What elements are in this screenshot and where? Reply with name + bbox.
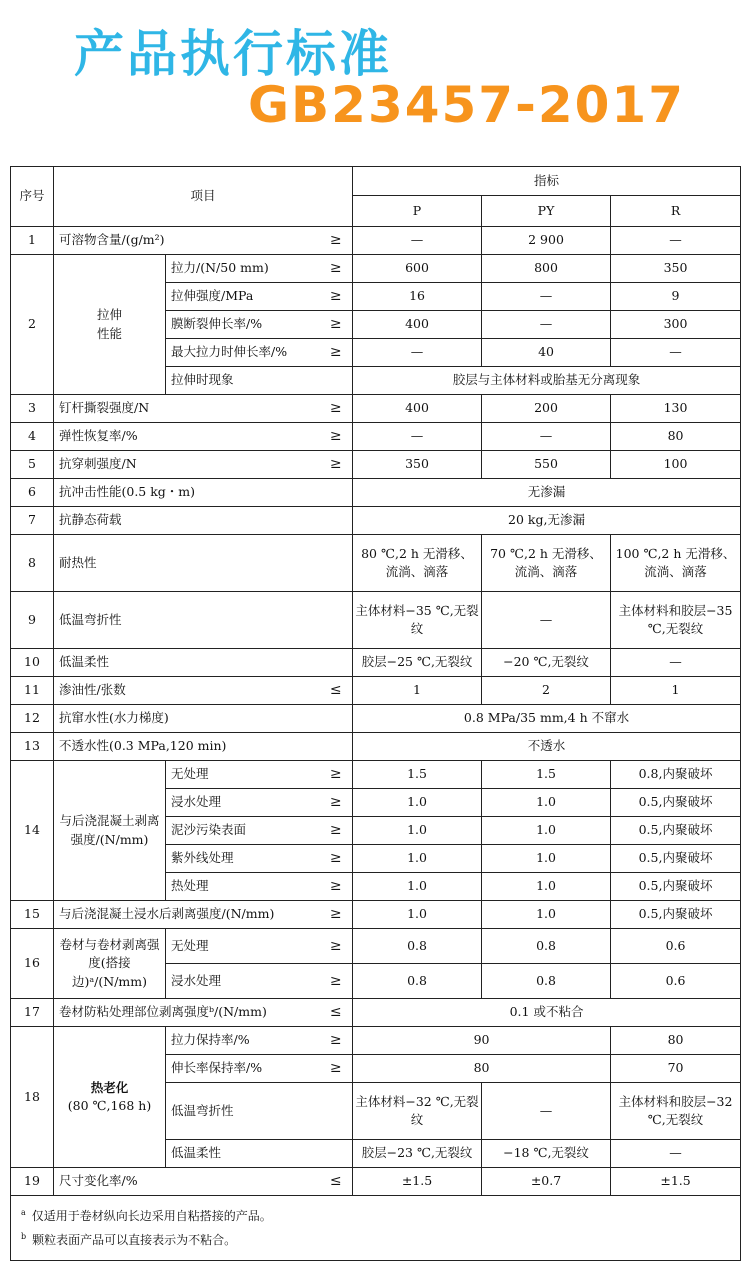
cell-r: 0.6 <box>611 964 741 999</box>
footnote-text: 颗粒表面产品可以直接表示为不粘合。 <box>32 1233 237 1247</box>
symbol-ge: ≥ <box>320 789 353 817</box>
cell-r: 70 <box>611 1055 741 1083</box>
row-item: 无处理 <box>166 929 320 964</box>
cell-py: 800 <box>482 255 611 283</box>
table-row <box>11 733 741 761</box>
row-item: 与后浇混凝土浸水后剥离强度/(N/mm) <box>54 901 320 929</box>
row-item: 低温柔性 <box>166 1140 353 1168</box>
table-row <box>11 677 741 705</box>
cell-merged: 20 kg,无渗漏 <box>353 507 741 535</box>
footnote-mark: b <box>21 1232 27 1241</box>
row-item: 可溶物含量/(g/m²) <box>54 227 320 255</box>
row-item: 渗油性/张数 <box>54 677 320 705</box>
cell-p: 主体材料−35 ℃,无裂纹 <box>353 592 482 649</box>
cell-py: ±0.7 <box>482 1168 611 1196</box>
cell-p: 80 ℃,2 h 无滑移、流淌、滴落 <box>353 535 482 592</box>
row-item: 拉力保持率/% <box>166 1027 320 1055</box>
cell-py: 0.8 <box>482 964 611 999</box>
cell-r: — <box>611 1140 741 1168</box>
header-index: 指标 <box>353 167 741 196</box>
symbol-le: ≤ <box>320 1168 353 1196</box>
standard-table <box>10 166 741 1261</box>
row-group: 与后浇混凝土剥离强度/(N/mm) <box>54 761 166 901</box>
cell-r: 0.5,内聚破坏 <box>611 845 741 873</box>
row-item: 耐热性 <box>54 535 353 592</box>
cell-py: 1.5 <box>482 761 611 789</box>
row-number: 4 <box>11 423 54 451</box>
row-number: 1 <box>11 227 54 255</box>
standard-number: GB23457-2017 <box>248 76 686 134</box>
cell-py: — <box>482 283 611 311</box>
cell-r: 1 <box>611 677 741 705</box>
symbol-ge: ≥ <box>320 845 353 873</box>
row-item: 拉伸强度/MPa <box>166 283 320 311</box>
cell-py: −20 ℃,无裂纹 <box>482 649 611 677</box>
symbol-ge: ≥ <box>320 929 353 964</box>
header-p: P <box>353 196 482 227</box>
cell-r: 0.5,内聚破坏 <box>611 901 741 929</box>
row-number: 3 <box>11 395 54 423</box>
table-row <box>11 901 741 929</box>
row-number: 11 <box>11 677 54 705</box>
cell-p: 0.8 <box>353 964 482 999</box>
row-item: 低温弯折性 <box>54 592 353 649</box>
symbol-le: ≤ <box>320 999 353 1027</box>
cell-r: 350 <box>611 255 741 283</box>
cell-r: 100 ℃,2 h 无滑移、流淌、滴落 <box>611 535 741 592</box>
table-row <box>11 451 741 479</box>
symbol-ge: ≥ <box>320 817 353 845</box>
table-row <box>11 1168 741 1196</box>
cell-r: 0.5,内聚破坏 <box>611 873 741 901</box>
table-row <box>11 395 741 423</box>
row-number: 2 <box>11 255 54 395</box>
cell-r: 0.8,内聚破坏 <box>611 761 741 789</box>
cell-py: 1.0 <box>482 901 611 929</box>
cell-py: 2 <box>482 677 611 705</box>
cell-py: 200 <box>482 395 611 423</box>
footnote-mark: a <box>21 1208 26 1217</box>
row-item: 低温柔性 <box>54 649 353 677</box>
table-row <box>11 227 741 255</box>
cell-p: — <box>353 339 482 367</box>
cell-r: 0.6 <box>611 929 741 964</box>
cell-p: 1 <box>353 677 482 705</box>
cell-p: 600 <box>353 255 482 283</box>
cell-merged: 不透水 <box>353 733 741 761</box>
row-item: 卷材防粘处理部位剥离强度ᵇ/(N/mm) <box>54 999 320 1027</box>
row-item: 紫外线处理 <box>166 845 320 873</box>
group-label: 拉伸性能 <box>96 307 122 341</box>
group-label: 热老化 <box>90 1079 129 1095</box>
symbol-ge: ≥ <box>320 395 353 423</box>
row-number: 8 <box>11 535 54 592</box>
cell-r: 9 <box>611 283 741 311</box>
cell-r: — <box>611 649 741 677</box>
row-number: 16 <box>11 929 54 999</box>
header-item: 项目 <box>54 167 353 227</box>
notes-row <box>11 1196 741 1261</box>
symbol-ge: ≥ <box>320 339 353 367</box>
cell-p: 0.8 <box>353 929 482 964</box>
cell-r: 0.5,内聚破坏 <box>611 789 741 817</box>
symbol-ge: ≥ <box>320 451 353 479</box>
row-item: 不透水性(0.3 MPa,120 min) <box>54 733 353 761</box>
row-number: 7 <box>11 507 54 535</box>
row-number: 9 <box>11 592 54 649</box>
cell-py: — <box>482 1083 611 1140</box>
cell-p: 胶层−25 ℃,无裂纹 <box>353 649 482 677</box>
row-group <box>54 255 166 395</box>
cell-py: 1.0 <box>482 789 611 817</box>
row-group <box>54 1027 166 1168</box>
row-number: 13 <box>11 733 54 761</box>
row-item: 无处理 <box>166 761 320 789</box>
row-item: 弹性恢复率/% <box>54 423 320 451</box>
symbol-ge: ≥ <box>320 1027 353 1055</box>
row-item: 抗窜水性(水力梯度) <box>54 705 353 733</box>
row-item: 钉杆撕裂强度/N <box>54 395 320 423</box>
row-item: 抗穿刺强度/N <box>54 451 320 479</box>
row-number: 6 <box>11 479 54 507</box>
table-row <box>11 999 741 1027</box>
symbol-ge: ≥ <box>320 873 353 901</box>
row-item: 抗静态荷载 <box>54 507 353 535</box>
cell-p: — <box>353 423 482 451</box>
cell-py: — <box>482 592 611 649</box>
row-item: 最大拉力时伸长率/% <box>166 339 320 367</box>
table-header-row <box>11 167 741 196</box>
table-row <box>11 929 741 964</box>
cell-r: 80 <box>611 423 741 451</box>
cell-p: 1.0 <box>353 789 482 817</box>
cell-py: 2 900 <box>482 227 611 255</box>
cell-p: 1.5 <box>353 761 482 789</box>
symbol-ge: ≥ <box>320 227 353 255</box>
row-number: 15 <box>11 901 54 929</box>
cell-p: 胶层−23 ℃,无裂纹 <box>353 1140 482 1168</box>
symbol-ge: ≥ <box>320 255 353 283</box>
cell-r: — <box>611 339 741 367</box>
cell-p: 主体材料−32 ℃,无裂纹 <box>353 1083 482 1140</box>
row-item: 浸水处理 <box>166 964 320 999</box>
cell-p: 1.0 <box>353 817 482 845</box>
table-row <box>11 592 741 649</box>
cell-r: 主体材料和胶层−35 ℃,无裂纹 <box>611 592 741 649</box>
cell-p: 1.0 <box>353 845 482 873</box>
cell-p-py: 90 <box>353 1027 611 1055</box>
row-item: 浸水处理 <box>166 789 320 817</box>
header-r: R <box>611 196 741 227</box>
cell-py: 550 <box>482 451 611 479</box>
table-row <box>11 705 741 733</box>
cell-py: 1.0 <box>482 817 611 845</box>
cell-r: 主体材料和胶层−32 ℃,无裂纹 <box>611 1083 741 1140</box>
table-row <box>11 649 741 677</box>
cell-py: 70 ℃,2 h 无滑移、流淌、滴落 <box>482 535 611 592</box>
row-group: 卷材与卷材剥离强度(搭接边)ᵃ/(N/mm) <box>54 929 166 999</box>
cell-r: 100 <box>611 451 741 479</box>
row-number: 17 <box>11 999 54 1027</box>
cell-p: 1.0 <box>353 873 482 901</box>
footnotes <box>11 1196 741 1261</box>
row-item: 拉力/(N/50 mm) <box>166 255 320 283</box>
table-row <box>11 423 741 451</box>
footnote-text: 仅适用于卷材纵向长边采用自粘搭接的产品。 <box>31 1209 272 1223</box>
cell-r: 130 <box>611 395 741 423</box>
cell-p: 400 <box>353 395 482 423</box>
cell-r: 80 <box>611 1027 741 1055</box>
footnote-b <box>21 1228 730 1252</box>
cell-py: 0.8 <box>482 929 611 964</box>
cell-py: 1.0 <box>482 845 611 873</box>
cell-p: 350 <box>353 451 482 479</box>
cell-r: 0.5,内聚破坏 <box>611 817 741 845</box>
cell-merged: 无渗漏 <box>353 479 741 507</box>
table-row <box>11 507 741 535</box>
cell-p: 16 <box>353 283 482 311</box>
table-row <box>11 761 741 789</box>
header-py: PY <box>482 196 611 227</box>
row-number: 5 <box>11 451 54 479</box>
row-item: 热处理 <box>166 873 320 901</box>
cell-py: — <box>482 423 611 451</box>
row-number: 12 <box>11 705 54 733</box>
symbol-ge: ≥ <box>320 1055 353 1083</box>
header-no: 序号 <box>11 167 54 227</box>
symbol-ge: ≥ <box>320 311 353 339</box>
table-row <box>11 1027 741 1055</box>
cell-r: — <box>611 227 741 255</box>
cell-py: 1.0 <box>482 873 611 901</box>
row-item: 抗冲击性能(0.5 kg・m) <box>54 479 353 507</box>
row-item: 泥沙污染表面 <box>166 817 320 845</box>
cell-merged: 0.1 或不粘合 <box>353 999 741 1027</box>
row-item: 伸长率保持率/% <box>166 1055 320 1083</box>
row-item: 低温弯折性 <box>166 1083 353 1140</box>
row-number: 14 <box>11 761 54 901</box>
symbol-ge: ≥ <box>320 423 353 451</box>
table-row <box>11 479 741 507</box>
row-item: 膜断裂伸长率/% <box>166 311 320 339</box>
row-number: 18 <box>11 1027 54 1168</box>
page-title: 产品执行标准 <box>74 25 392 83</box>
cell-py: −18 ℃,无裂纹 <box>482 1140 611 1168</box>
symbol-ge: ≥ <box>320 761 353 789</box>
row-item: 尺寸变化率/% <box>54 1168 320 1196</box>
cell-merged: 胶层与主体材料或胎基无分离现象 <box>353 367 741 395</box>
cell-py: 40 <box>482 339 611 367</box>
cell-r: 300 <box>611 311 741 339</box>
table-row <box>11 535 741 592</box>
row-number: 19 <box>11 1168 54 1196</box>
row-number: 10 <box>11 649 54 677</box>
symbol-le: ≤ <box>320 677 353 705</box>
symbol-ge: ≥ <box>320 901 353 929</box>
cell-py: — <box>482 311 611 339</box>
row-item: 拉伸时现象 <box>166 367 353 395</box>
symbol-ge: ≥ <box>320 283 353 311</box>
cell-p: ±1.5 <box>353 1168 482 1196</box>
cell-p: — <box>353 227 482 255</box>
cell-p: 1.0 <box>353 901 482 929</box>
footnote-a <box>21 1204 730 1228</box>
cell-p: 400 <box>353 311 482 339</box>
cell-merged: 0.8 MPa/35 mm,4 h 不窜水 <box>353 705 741 733</box>
symbol-ge: ≥ <box>320 964 353 999</box>
cell-p-py: 80 <box>353 1055 611 1083</box>
table-row <box>11 255 741 283</box>
cell-r: ±1.5 <box>611 1168 741 1196</box>
group-sublabel: (80 ℃,168 h) <box>67 1098 152 1113</box>
